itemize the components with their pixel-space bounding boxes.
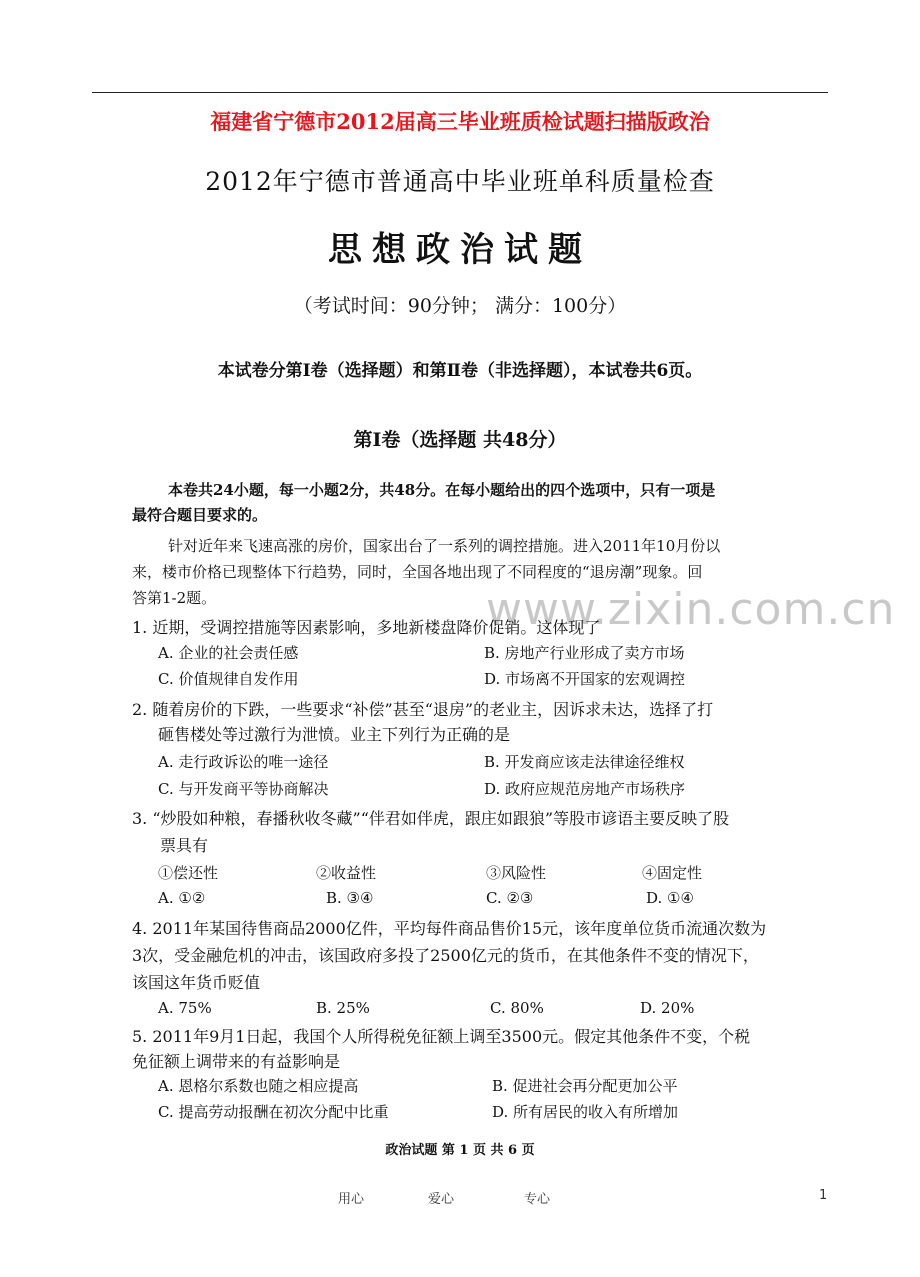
- material-line-1: 针对近年来飞速高涨的房价，国家出台了一系列的调控措施。进入2011年10月份以: [168, 537, 721, 555]
- question-3-option-d: D. ①④: [646, 889, 694, 907]
- slogan-3: 专心: [524, 1192, 551, 1207]
- question-5-option-b: B. 促进社会再分配更加公平: [492, 1077, 678, 1095]
- slogan-2: 爱心: [428, 1192, 455, 1207]
- question-5-stem-line-1: 5. 2011年9月1日起，我国个人所得税免征额上调至3500元。假定其他条件不变，个税: [132, 1027, 751, 1046]
- question-4-option-b: B. 25%: [316, 999, 370, 1017]
- exam-title: 思想政治试题: [328, 230, 592, 270]
- question-3-item-4: ④固定性: [642, 864, 703, 882]
- question-2-stem-line-1: 2. 随着房价的下跌，一些要求“补偿”甚至“退房”的老业主，因诉求未达，选择了打: [132, 700, 714, 719]
- question-1-option-d: D. 市场离不开国家的宏观调控: [484, 670, 686, 688]
- document-title: 福建省宁德市2012届高三毕业班质检试题扫描版政治: [210, 109, 710, 134]
- material-line-3: 答第1-2题。: [132, 589, 217, 607]
- question-2-option-a: A. 走行政诉讼的唯一途径: [158, 753, 329, 771]
- material-line-2: 来，楼市价格已现整体下行趋势，同时，全国各地出现了不同程度的“退房潮”现象。回: [132, 563, 703, 581]
- slogan-1: 用心: [338, 1192, 365, 1207]
- question-5-option-d: D. 所有居民的收入有所增加: [492, 1103, 679, 1121]
- question-3-option-c: C. ②③: [486, 889, 534, 907]
- question-3-item-2: ②收益性: [316, 864, 377, 882]
- question-4-stem-line-2: 3次，受金融危机的冲击，该国政府多投了2500亿元的货币，在其他条件不变的情况下，: [132, 946, 759, 965]
- question-2-option-c: C. 与开发商平等协商解决: [158, 780, 329, 798]
- part-title: 第Ⅰ卷（选择题 共48分）: [353, 429, 567, 451]
- question-3-stem-line-1: 3. “炒股如种粮，春播秋收冬藏”“伴君如伴虎，跟庄如跟狼”等股市谚语主要反映了股: [132, 809, 730, 828]
- question-3-item-1: ①偿还性: [158, 864, 219, 882]
- question-4-stem-line-1: 4. 2011年某国待售商品2000亿件，平均每件商品售价15元，该年度单位货币流通次数为: [132, 919, 767, 938]
- question-2-option-d: D. 政府应规范房地产市场秩序: [484, 780, 686, 798]
- exam-time-info: （考试时间：90分钟； 满分：100分）: [293, 295, 627, 317]
- question-5-option-a: A. 恩格尔系数也随之相应提高: [158, 1077, 359, 1095]
- question-2-option-b: B. 开发商应该走法律途径维权: [484, 753, 685, 771]
- header-rule: [92, 92, 828, 93]
- page-footer: 政治试题 第 1 页 共 6 页: [385, 1143, 535, 1158]
- question-1-option-c: C. 价值规律自发作用: [158, 670, 299, 688]
- question-4-option-a: A. 75%: [158, 999, 212, 1017]
- question-4-option-d: D. 20%: [640, 999, 695, 1017]
- question-4-stem-line-3: 该国这年货币贬值: [132, 973, 261, 992]
- exam-subtitle: 2012年宁德市普通高中毕业班单科质量检查: [205, 167, 715, 196]
- question-5-option-c: C. 提高劳动报酬在初次分配中比重: [158, 1103, 389, 1121]
- watermark: www.zixin.com.cn: [486, 584, 896, 635]
- question-3-option-a: A. ①②: [158, 889, 206, 907]
- question-4-option-c: C. 80%: [490, 999, 544, 1017]
- question-2-stem-line-2: 砸售楼处等过激行为泄愤。业主下列行为正确的是: [158, 725, 511, 744]
- question-3-stem-line-2: 票具有: [160, 836, 209, 855]
- question-1-option-a: A. 企业的社会责任感: [158, 644, 299, 662]
- question-1-stem: 1. 近期，受调控措施等因素影响，多地新楼盘降价促销。这体现了: [132, 618, 601, 637]
- instructions-line-2: 最符合题目要求的。: [132, 506, 268, 524]
- instructions-line-1: 本卷共24小题，每一小题2分，共48分。在每小题给出的四个选项中，只有一项是: [168, 481, 716, 499]
- page-number: 1: [819, 1188, 828, 1203]
- question-3-item-3: ③风险性: [486, 864, 547, 882]
- question-5-stem-line-2: 免征额上调带来的有益影响是: [132, 1052, 341, 1071]
- question-1-option-b: B. 房地产行业形成了卖方市场: [484, 644, 685, 662]
- question-3-option-b: B. ③④: [326, 889, 374, 907]
- exam-note: 本试卷分第Ⅰ卷（选择题）和第Ⅱ卷（非选择题），本试卷共6页。: [217, 361, 703, 381]
